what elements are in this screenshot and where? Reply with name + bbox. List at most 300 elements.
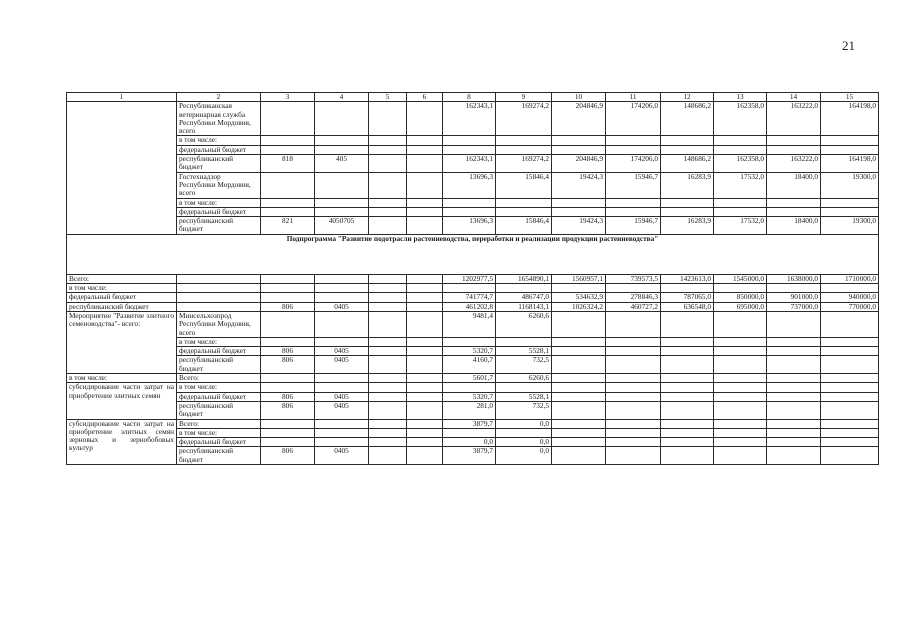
value-cell [606,207,661,216]
value-cell: 162343,1 [443,155,496,173]
value-cell: 19300,0 [821,217,879,235]
value-cell [767,392,821,401]
code-cell [261,102,315,136]
value-cell [767,284,821,293]
table-row [67,217,879,235]
value-cell [661,374,714,383]
code-cell [407,136,443,145]
empty-cell [407,419,443,428]
value-cell [767,311,821,337]
value-cell [821,392,879,401]
value-cell [661,207,714,216]
code-cell [315,419,369,428]
value-cell [552,419,606,428]
budget-table [66,92,879,465]
code-cell: 0405 [315,401,369,419]
value-cell [821,311,879,337]
empty-cell [407,438,443,447]
code-cell [177,284,261,293]
value-cell [496,136,552,145]
empty-cell [407,311,443,337]
row-label: Всего: [177,374,261,383]
value-cell [496,207,552,216]
code-cell [315,438,369,447]
value-cell [606,311,661,337]
value-cell [767,198,821,207]
value-cell: 636548,0 [661,302,714,311]
value-cell [606,392,661,401]
value-cell [552,356,606,374]
value-cell: 19424,3 [552,172,606,198]
value-cell: 787065,0 [661,293,714,302]
code-cell [369,172,407,198]
value-cell [552,374,606,383]
table-row [67,198,879,207]
value-cell [496,383,552,392]
value-cell: 148686,2 [661,102,714,136]
value-cell [443,383,496,392]
table-row [67,274,879,283]
value-cell: 19424,3 [552,217,606,235]
code-cell: 0405 [315,347,369,356]
value-cell: 460727,2 [606,302,661,311]
value-cell: 204846,9 [552,102,606,136]
row-label: в том числе: [67,284,177,293]
value-cell [767,438,821,447]
table-row [67,447,879,465]
code-cell: 0405 [315,302,369,311]
value-cell: 486747,0 [496,293,552,302]
code-cell [315,145,369,154]
row-label: Всего: [177,419,261,428]
value-cell [661,392,714,401]
empty-cell [407,392,443,401]
code-cell [315,284,369,293]
value-cell [767,447,821,465]
value-cell: 17532,0 [714,217,767,235]
value-cell [661,383,714,392]
value-cell [821,374,879,383]
subprogram-row [67,234,879,274]
value-cell [552,207,606,216]
value-cell [606,284,661,293]
value-cell [714,284,767,293]
table-row [67,102,879,136]
column-number-header: 10 [552,93,606,102]
value-cell [606,419,661,428]
code-cell [315,293,369,302]
code-cell: 0405 [315,447,369,465]
value-cell: 0,0 [443,438,496,447]
value-cell: 15946,7 [606,217,661,235]
code-cell: 0405 [315,356,369,374]
value-cell: 18400,0 [767,172,821,198]
column-number-header: 13 [714,93,767,102]
row-label: республиканский бюджет [177,356,261,374]
value-cell [606,198,661,207]
value-cell [661,337,714,346]
code-cell [369,293,407,302]
empty-cell [369,374,407,383]
code-cell [369,207,407,216]
code-cell [315,198,369,207]
row-label: Минсельхозпрод Республики Мордовия, всего [177,311,261,337]
value-cell: 148686,2 [661,155,714,173]
code-cell: 0405 [315,392,369,401]
value-cell: 163222,0 [767,155,821,173]
value-cell: 0,0 [496,447,552,465]
value-cell [496,145,552,154]
empty-cell [369,438,407,447]
value-cell [661,145,714,154]
code-cell [177,293,261,302]
value-cell [821,356,879,374]
value-cell [767,356,821,374]
value-cell [821,428,879,437]
value-cell: 16283,9 [661,172,714,198]
table-row [67,207,879,216]
value-cell [443,198,496,207]
row-label: Республиканская ветеринарная служба Республики Мордовия, всего [177,102,261,136]
value-cell [443,337,496,346]
empty-cell [67,102,177,234]
value-cell: 1423613,0 [661,274,714,283]
code-cell [315,374,369,383]
row-label: Гостехнадзор Республики Мордовия, всего [177,172,261,198]
empty-cell [369,337,407,346]
code-cell: 806 [261,356,315,374]
table-row [67,284,879,293]
column-number-header: 12 [661,93,714,102]
code-cell [369,302,407,311]
value-cell [821,337,879,346]
row-label: республиканский бюджет [177,401,261,419]
value-cell [767,401,821,419]
column-number-header: 1 [67,93,177,102]
value-cell [821,419,879,428]
column-number-header: 11 [606,93,661,102]
code-cell [261,438,315,447]
value-cell [552,311,606,337]
value-cell [767,337,821,346]
code-cell [315,428,369,437]
value-cell [767,419,821,428]
row-label: Всего: [67,274,177,283]
value-cell: 695000,0 [714,302,767,311]
value-cell: 17532,0 [714,172,767,198]
code-cell [261,293,315,302]
empty-cell [407,374,443,383]
empty-cell [407,447,443,465]
row-label: федеральный бюджет [177,347,261,356]
value-cell [714,401,767,419]
value-cell [606,428,661,437]
value-cell [767,374,821,383]
table-row [67,419,879,428]
row-label: федеральный бюджет [177,392,261,401]
code-cell [261,337,315,346]
value-cell [606,347,661,356]
code-cell [315,383,369,392]
value-cell [821,447,879,465]
empty-cell [369,419,407,428]
row-label: республиканский бюджет [177,155,261,173]
value-cell: 6260,6 [496,374,552,383]
value-cell [606,337,661,346]
value-cell: 5528,1 [496,347,552,356]
value-cell [552,136,606,145]
code-cell [177,302,261,311]
code-cell [369,136,407,145]
table-row [67,311,879,337]
value-cell [661,347,714,356]
value-cell: 1710000,0 [821,274,879,283]
code-cell [369,155,407,173]
table-row [67,337,879,346]
column-number-header: 8 [443,93,496,102]
value-cell [661,428,714,437]
value-cell [606,447,661,465]
table-row [67,172,879,198]
code-cell [407,217,443,235]
value-cell [714,447,767,465]
row-label: в том числе: [177,198,261,207]
value-cell: 13696,3 [443,172,496,198]
table-row [67,383,879,392]
value-cell: 0,0 [496,419,552,428]
value-cell: 732,5 [496,401,552,419]
value-cell: 169274,2 [496,102,552,136]
code-cell [261,207,315,216]
code-cell [369,274,407,283]
code-cell [261,136,315,145]
value-cell: 163222,0 [767,102,821,136]
value-cell [714,374,767,383]
value-cell: 164198,0 [821,102,879,136]
value-cell [714,198,767,207]
value-cell [714,419,767,428]
value-cell [714,438,767,447]
value-cell: 3879,7 [443,447,496,465]
value-cell [552,383,606,392]
value-cell: 940000,0 [821,293,879,302]
value-cell [821,145,879,154]
value-cell: 741774,7 [443,293,496,302]
value-cell [496,337,552,346]
value-cell: 739573,5 [606,274,661,283]
value-cell [714,337,767,346]
value-cell: 6260,6 [496,311,552,337]
value-cell [714,347,767,356]
empty-cell [369,401,407,419]
value-cell: 9481,4 [443,311,496,337]
value-cell [661,401,714,419]
row-label: республиканский бюджет [177,217,261,235]
value-cell [606,145,661,154]
value-cell [552,438,606,447]
column-number-header: 6 [407,93,443,102]
value-cell [821,438,879,447]
value-cell [552,198,606,207]
row-label: федеральный бюджет [67,293,177,302]
code-cell [407,293,443,302]
value-cell [821,136,879,145]
column-number-header: 15 [821,93,879,102]
code-cell: 405 [315,155,369,173]
code-cell [369,217,407,235]
value-cell: 162343,1 [443,102,496,136]
group-label: субсидирование части затрат на приобретение элитных семян зерновых и зернобобовых культур [67,419,177,464]
code-cell: 806 [261,447,315,465]
code-cell [261,311,315,337]
value-cell: 850000,0 [714,293,767,302]
value-cell [606,136,661,145]
table-row [67,356,879,374]
value-cell: 162358,0 [714,102,767,136]
value-cell [821,383,879,392]
code-cell [369,198,407,207]
value-cell [552,145,606,154]
code-cell [407,302,443,311]
table-row [67,293,879,302]
value-cell: 278846,3 [606,293,661,302]
value-cell [661,284,714,293]
value-cell: 5528,1 [496,392,552,401]
value-cell [767,347,821,356]
value-cell [443,207,496,216]
value-cell [767,136,821,145]
table-row [67,392,879,401]
value-cell [552,337,606,346]
empty-cell [369,447,407,465]
value-cell [661,438,714,447]
value-cell [661,311,714,337]
empty-cell [369,428,407,437]
value-cell: 732,5 [496,356,552,374]
value-cell [714,383,767,392]
empty-cell [407,356,443,374]
empty-cell [407,383,443,392]
group-label: субсидирование части затрат на приобретение элитных семян [67,383,177,419]
code-cell: 806 [261,392,315,401]
value-cell [443,428,496,437]
code-cell [261,198,315,207]
value-cell [606,438,661,447]
value-cell: 15846,4 [496,172,552,198]
row-label: федеральный бюджет [177,438,261,447]
code-cell [261,374,315,383]
value-cell [767,145,821,154]
value-cell: 1545000,0 [714,274,767,283]
row-label: в том числе: [177,383,261,392]
code-cell [315,311,369,337]
value-cell: 534632,9 [552,293,606,302]
value-cell: 1202977,5 [443,274,496,283]
code-cell: 4050705 [315,217,369,235]
value-cell [443,136,496,145]
value-cell: 5320,7 [443,392,496,401]
value-cell: 169274,2 [496,155,552,173]
value-cell: 162358,0 [714,155,767,173]
value-cell: 1654890,1 [496,274,552,283]
code-cell [407,274,443,283]
table-row [67,347,879,356]
value-cell [714,392,767,401]
value-cell [821,198,879,207]
value-cell [714,207,767,216]
value-cell [821,347,879,356]
value-cell [767,383,821,392]
row-label: федеральный бюджет [177,145,261,154]
empty-cell [369,356,407,374]
code-cell [261,274,315,283]
value-cell [552,392,606,401]
value-cell [443,284,496,293]
value-cell [661,447,714,465]
code-cell [261,172,315,198]
group-label: в том числе: [67,374,177,383]
code-cell [315,172,369,198]
value-cell [552,284,606,293]
value-cell [661,419,714,428]
row-label: республиканский бюджет [67,302,177,311]
value-cell: 1638000,0 [767,274,821,283]
value-cell: 5601,7 [443,374,496,383]
value-cell: 0,0 [496,438,552,447]
code-cell [315,102,369,136]
row-label: в том числе: [177,337,261,346]
code-cell [261,383,315,392]
empty-cell [407,428,443,437]
value-cell: 281,0 [443,401,496,419]
subprogram-title: Подпрограмма "Развитие подотрасли растениеводства, переработки и реализации продукции растениеводства" [67,234,879,274]
value-cell: 204846,9 [552,155,606,173]
value-cell [606,374,661,383]
value-cell: 15846,4 [496,217,552,235]
value-cell [821,284,879,293]
code-cell [315,207,369,216]
code-cell: 806 [261,401,315,419]
empty-cell [407,347,443,356]
value-cell: 1026324,2 [552,302,606,311]
code-cell [407,155,443,173]
code-cell [407,198,443,207]
value-cell: 770000,0 [821,302,879,311]
code-cell [261,428,315,437]
value-cell [443,145,496,154]
code-cell [315,136,369,145]
code-cell [407,172,443,198]
value-cell [606,383,661,392]
value-cell [552,347,606,356]
value-cell [606,356,661,374]
code-cell [261,145,315,154]
value-cell: 1168143,1 [496,302,552,311]
value-cell: 18400,0 [767,217,821,235]
value-cell [714,356,767,374]
code-cell [407,145,443,154]
value-cell [606,401,661,419]
value-cell [661,136,714,145]
value-cell: 174206,0 [606,155,661,173]
table-row [67,401,879,419]
empty-cell [369,383,407,392]
column-number-header: 9 [496,93,552,102]
code-cell [261,284,315,293]
table-row [67,155,879,173]
value-cell [821,401,879,419]
value-cell: 16283,9 [661,217,714,235]
